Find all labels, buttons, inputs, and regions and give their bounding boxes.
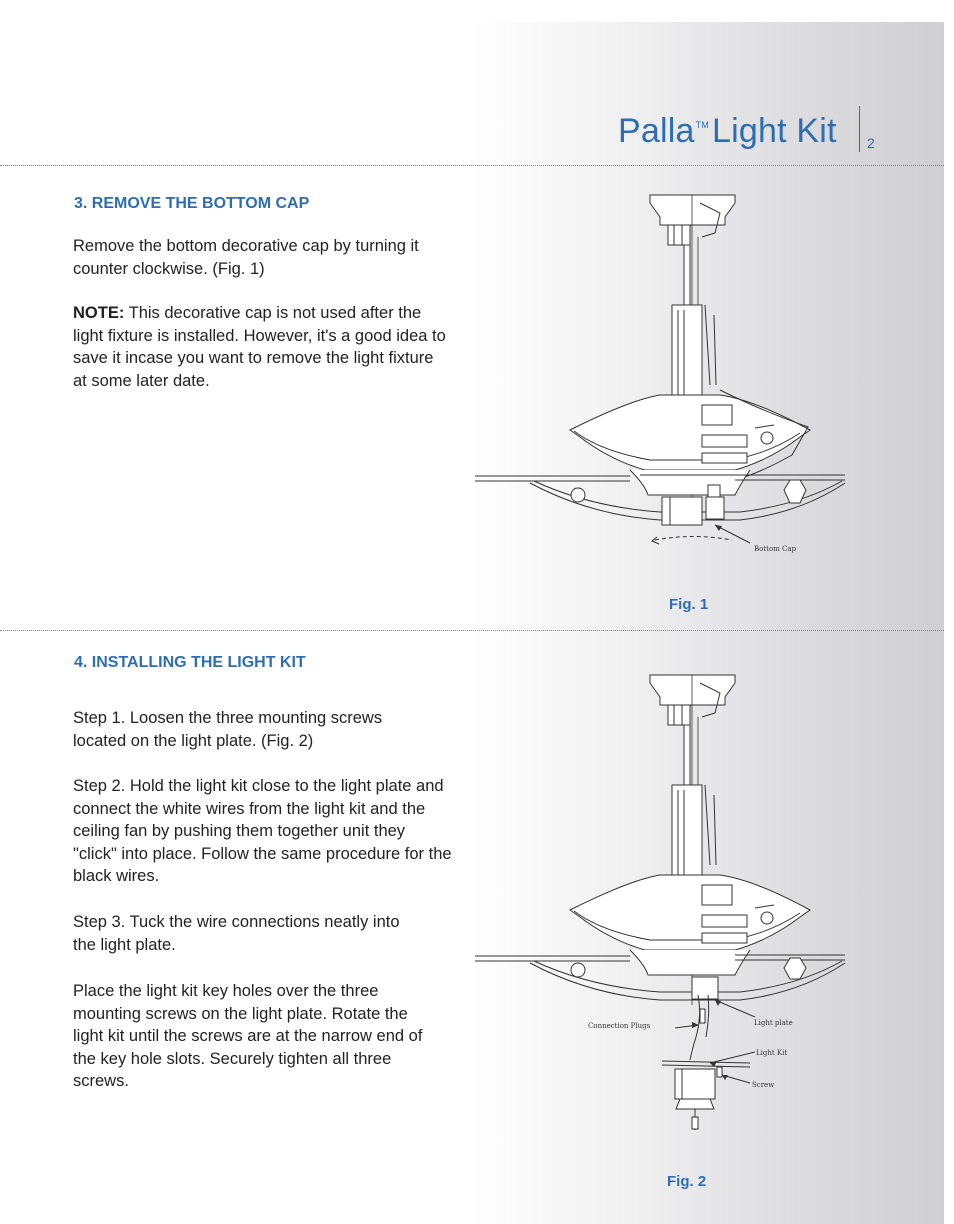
dotted-rule-top [0, 165, 944, 166]
connection-plugs-label: Connection Plugs [588, 1022, 651, 1030]
section3-heading: 3. REMOVE THE BOTTOM CAP [74, 195, 310, 212]
page-title: Palla™Light Kit [618, 112, 837, 150]
note-label: NOTE: [73, 304, 125, 322]
step1-text: Step 1. Loosen the three mounting screws located on the light plate. (Fig. 2) [73, 709, 383, 750]
bottom-cap-label: Bottom Cap [754, 545, 797, 553]
step4-text: Place the light kit key holes over the three mounting screws on the light plate. Rotate the light kit until the screws are at the narrow end of the key hole slots. Securely tighten all three screws. [73, 982, 423, 1090]
trademark-mark: TM [695, 120, 710, 130]
section3-paragraph: Remove the bottom decorative cap by turning it counter clockwise. (Fig. 1) [73, 237, 419, 278]
section4-heading: 4. INSTALLING THE LIGHT KIT [74, 654, 306, 671]
page-number: 2 [867, 135, 875, 151]
step2-text: Step 2. Hold the light kit close to the light plate and connect the white wires from the light kit and the ceiling fan by pushing them together unit they "click" into place. Follow the same procedure for the black wires. [73, 777, 452, 885]
figure-1-caption: Fig. 1 [669, 596, 709, 613]
figure-1-fan-diagram [470, 185, 850, 565]
header-divider [859, 106, 860, 152]
figure-2-caption: Fig. 2 [667, 1173, 707, 1190]
section3-note [73, 302, 448, 392]
light-plate-label: Light plate [754, 1019, 793, 1027]
screw-label: Screw [752, 1081, 775, 1089]
figure-2-fan-diagram [470, 665, 850, 1145]
step3-text: Step 3. Tuck the wire connections neatly into the light plate. [73, 913, 400, 954]
light-kit-label: Light Kit [756, 1049, 788, 1057]
dotted-rule-middle [0, 630, 944, 631]
note-text: This decorative cap is not used after the light fixture is installed. However, it's a good idea to save it incase you want to remove the light fixture at some later date. [73, 304, 446, 390]
